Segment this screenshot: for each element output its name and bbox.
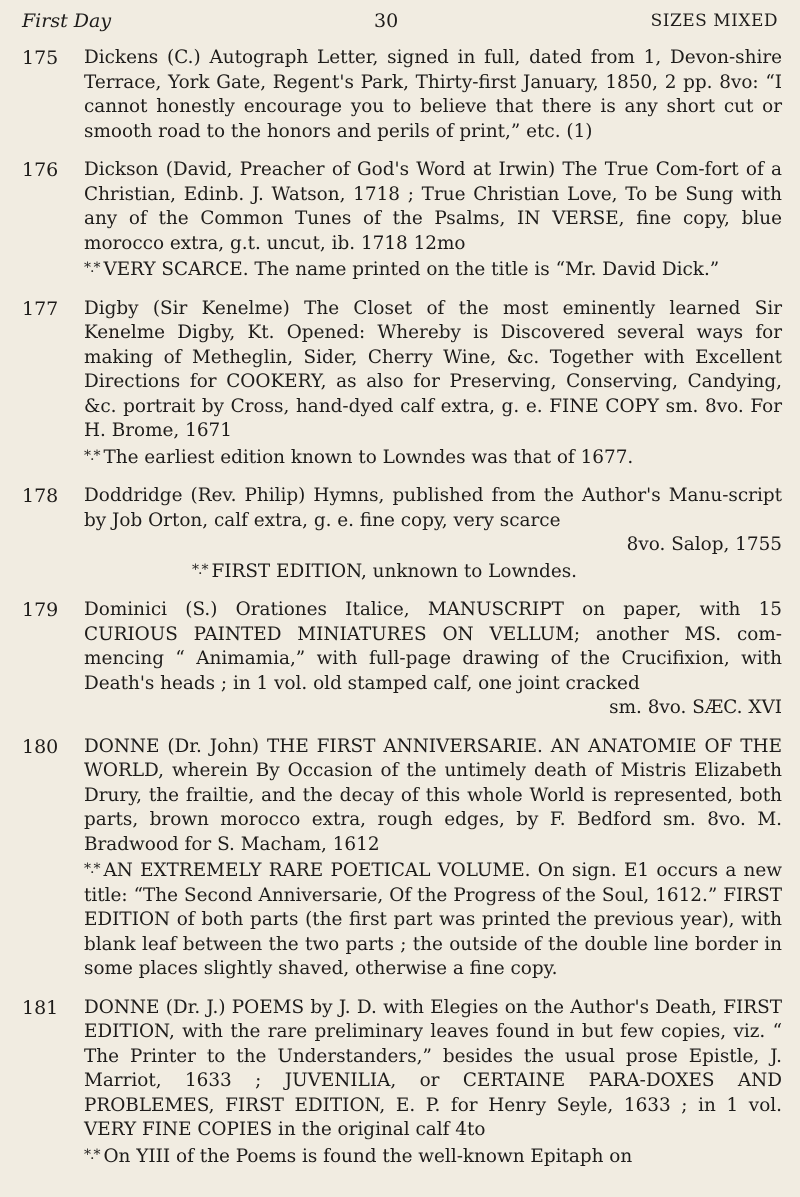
- lot-note: [84, 558, 782, 585]
- lot-description: Dickens (C.) Autograph Letter, signed in full, dated from 1, Devon-shire Terrace, York Gate, Regent's Park, Thirty-first January, 1850, 2 pp. 8vo: “I cannot honestly encourage you to believe that there is any short cut or smooth road to the honors and perils of print,” etc. (1): [84, 47, 782, 142]
- lot-description: Dickson (David, Preacher of God's Word at Irwin) The True Com-fort of a Christian, Edinb. J. Watson, 1718 ; True Christian Love, To be Sung with any of the Common Tunes of the Psalms, IN VERSE, fine copy, blue morocco extra, g.t. uncut, ib. 1718 12mo: [84, 159, 782, 254]
- lot-description: DONNE (Dr. John) THE FIRST ANNIVERSARIE. AN ANATOMIE OF THE WORLD, wherein By Occasion of the untimely death of Mistris Elizabeth Drury, the frailtie, and the decay of this whole World is represented, both parts, brown morocco extra, rough edges, by F. Bedford sm. 8vo. M. Bradwood for S. Macham, 1612: [84, 735, 782, 855]
- lot-list: [22, 46, 782, 1183]
- lot-entry: [22, 158, 782, 283]
- lot-note: [84, 1143, 782, 1170]
- asterism-icon: *.*: [84, 1146, 100, 1163]
- lot-description: Dominici (S.) Orationes Italice, MANUSCRIPT on paper, with 15 CURIOUS PAINTED MINIATURES ON VELLUM; another MS. com-mencing “ Animamia,” with full-page drawing of the Crucifixion, with Death's heads ; in 1 vol. old stamped calf, one joint cracked: [84, 599, 782, 694]
- lot-note-text: VERY SCARCE. The name printed on the title is “Mr. David Dick.”: [103, 259, 720, 280]
- lot-entry: [22, 598, 782, 721]
- asterism-icon: *.*: [84, 260, 100, 276]
- header-left: First Day: [22, 10, 112, 32]
- lot-note-text: On YIII of the Poems is found the well-known Epitaph on: [103, 1145, 633, 1167]
- running-header: [22, 6, 778, 36]
- lot-number: 176: [22, 159, 59, 181]
- lot-number: 177: [22, 297, 59, 320]
- lot-number: 181: [22, 996, 59, 1019]
- lot-number: 178: [22, 485, 59, 507]
- lot-entry: [22, 297, 782, 471]
- lot-note-text: FIRST EDITION, unknown to Lowndes.: [211, 560, 577, 582]
- lot-entry: [22, 996, 782, 1170]
- lot-note: [84, 857, 782, 982]
- lot-entry: [22, 46, 782, 144]
- lot-note: [84, 444, 782, 471]
- lot-note-text: AN EXTREMELY RARE POETICAL VOLUME. On sign. E1 occurs a new title: “The Second Anniversarie, Of the Progress of the Soul, 1612.” FIRST EDITION of both parts (the first part was printed the previous year), with blank leaf between the two parts ; the outside of the double line border in some places slightly shaved, otherwise a fine copy.: [84, 860, 782, 979]
- lot-description: Doddridge (Rev. Philip) Hymns, published from the Author's Manu-script by Job Orton, calf extra, g. e. fine copy, very scarce: [84, 485, 782, 531]
- lot-entry: [22, 735, 782, 982]
- lot-note: [84, 256, 782, 283]
- lot-number: 179: [22, 599, 59, 621]
- lot-number: 175: [22, 47, 59, 69]
- page-number: 30: [374, 10, 399, 32]
- lot-number: 180: [22, 735, 59, 758]
- header-right: SIZES MIXED: [650, 11, 778, 31]
- asterism-icon: *.*: [192, 561, 208, 578]
- asterism-icon: *.*: [84, 447, 100, 464]
- lot-imprint: sm. 8vo. SÆC. XVI: [609, 697, 782, 718]
- lot-entry: [22, 484, 782, 584]
- lot-note-text: The earliest edition known to Lowndes was that of 1677.: [103, 446, 634, 468]
- lot-imprint: 8vo. Salop, 1755: [626, 534, 782, 555]
- lot-description: Digby (Sir Kenelme) The Closet of the most eminently learned Sir Kenelme Digby, Kt. Opened: Whereby is Discovered several ways for making of Metheglin, Sider, Cherry Wine, &c. Together with Excellent Directions for COOKERY, as also for Preserving, Conserving, Candying, &c. portrait by Cross, hand-dyed calf extra, g. e. FINE COPY sm. 8vo. For H. Brome, 1671: [84, 297, 782, 441]
- lot-description: DONNE (Dr. J.) POEMS by J. D. with Elegies on the Author's Death, FIRST EDITION, with the rare preliminary leaves found in but few copies, viz. “ The Printer to the Understanders,” besides the usual prose Epistle, J. Marriot, 1633 ; JUVENILIA, or CERTAINE PARA-DOXES AND PROBLEMES, FIRST EDITION, E. P. for Henry Seyle, 1633 ; in 1 vol. VERY FINE COPIES in the original calf 4to: [84, 996, 782, 1140]
- asterism-icon: *.*: [84, 861, 100, 877]
